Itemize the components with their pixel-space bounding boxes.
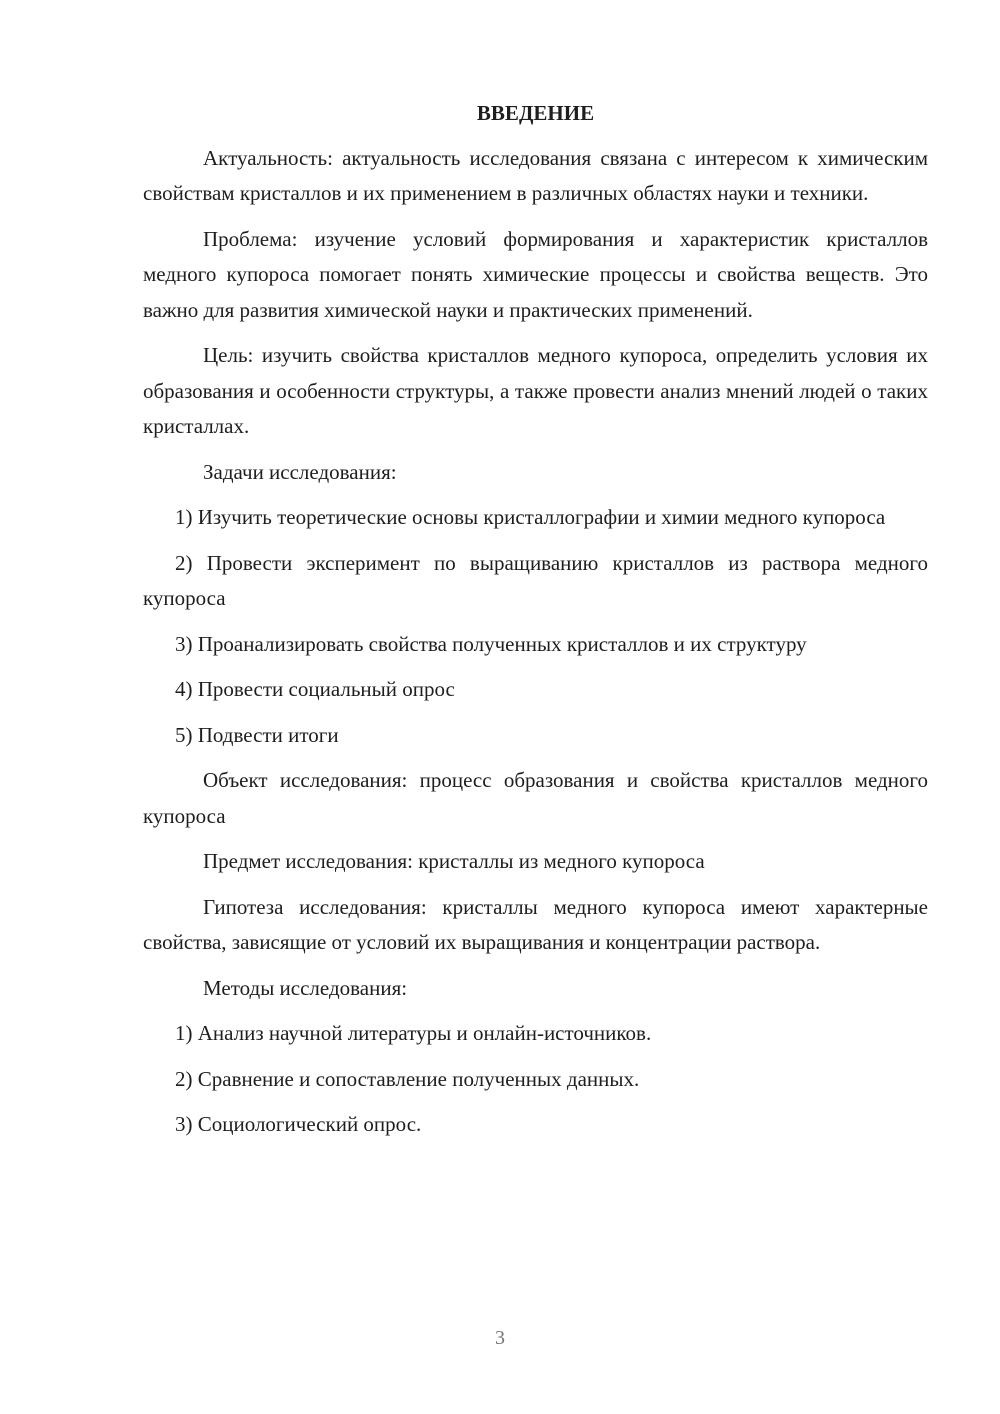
paragraph-object: Объект исследования: процесс образования и свойства кристаллов медного купороса [143, 768, 928, 828]
paragraph-subject: Предмет исследования: кристаллы из медного купороса [203, 849, 705, 873]
document-page [143, 96, 928, 1153]
paragraph-methods-title: Методы исследования: [203, 975, 408, 1000]
task-item-2: 2) Провести эксперимент по выращиванию кристаллов из раствора медного купороса [143, 550, 928, 610]
task-item-5: 5) Подвести итоги [175, 722, 339, 747]
task-item-4: 4) Провести социальный опрос [175, 677, 455, 701]
method-item-1: 1) Анализ научной литературы и онлайн-источников. [175, 1021, 652, 1045]
paragraph-hypothesis: Гипотеза исследования: кристаллы медного купороса имеют характерные свойства, зависящие от условий их выращивания и концентрации раствора. [143, 894, 928, 954]
paragraph-relevance: Актуальность: актуальность исследования связана с интересом к химическим свойствам кристаллов и их применением в различных областях науки и техники. [143, 145, 928, 205]
section-heading: ВВЕДЕНИЕ [476, 101, 595, 125]
task-item-1: 1) Изучить теоретические основы кристаллографии и химии медного купороса [175, 505, 886, 529]
paragraph-tasks-title: Задачи исследования: [203, 459, 397, 484]
task-item-3: 3) Проанализировать свойства полученных кристаллов и их структуру [175, 631, 807, 656]
paragraph-goal: Цель: изучить свойства кристаллов медного купороса, определить условия их образования и особенности структуры, а также провести анализ мнений людей о таких кристаллах. [143, 343, 928, 438]
method-item-3: 3) Социологический опрос. [175, 1112, 422, 1136]
method-item-2: 2) Сравнение и сопоставление полученных данных. [175, 1066, 640, 1091]
page-number: 3 [495, 1327, 505, 1349]
paragraph-problem: Проблема: изучение условий формирования и характеристик кристаллов медного купороса помогает понять химические процессы и свойства веществ. Это важно для развития химической науки и практических применений. [143, 226, 928, 322]
